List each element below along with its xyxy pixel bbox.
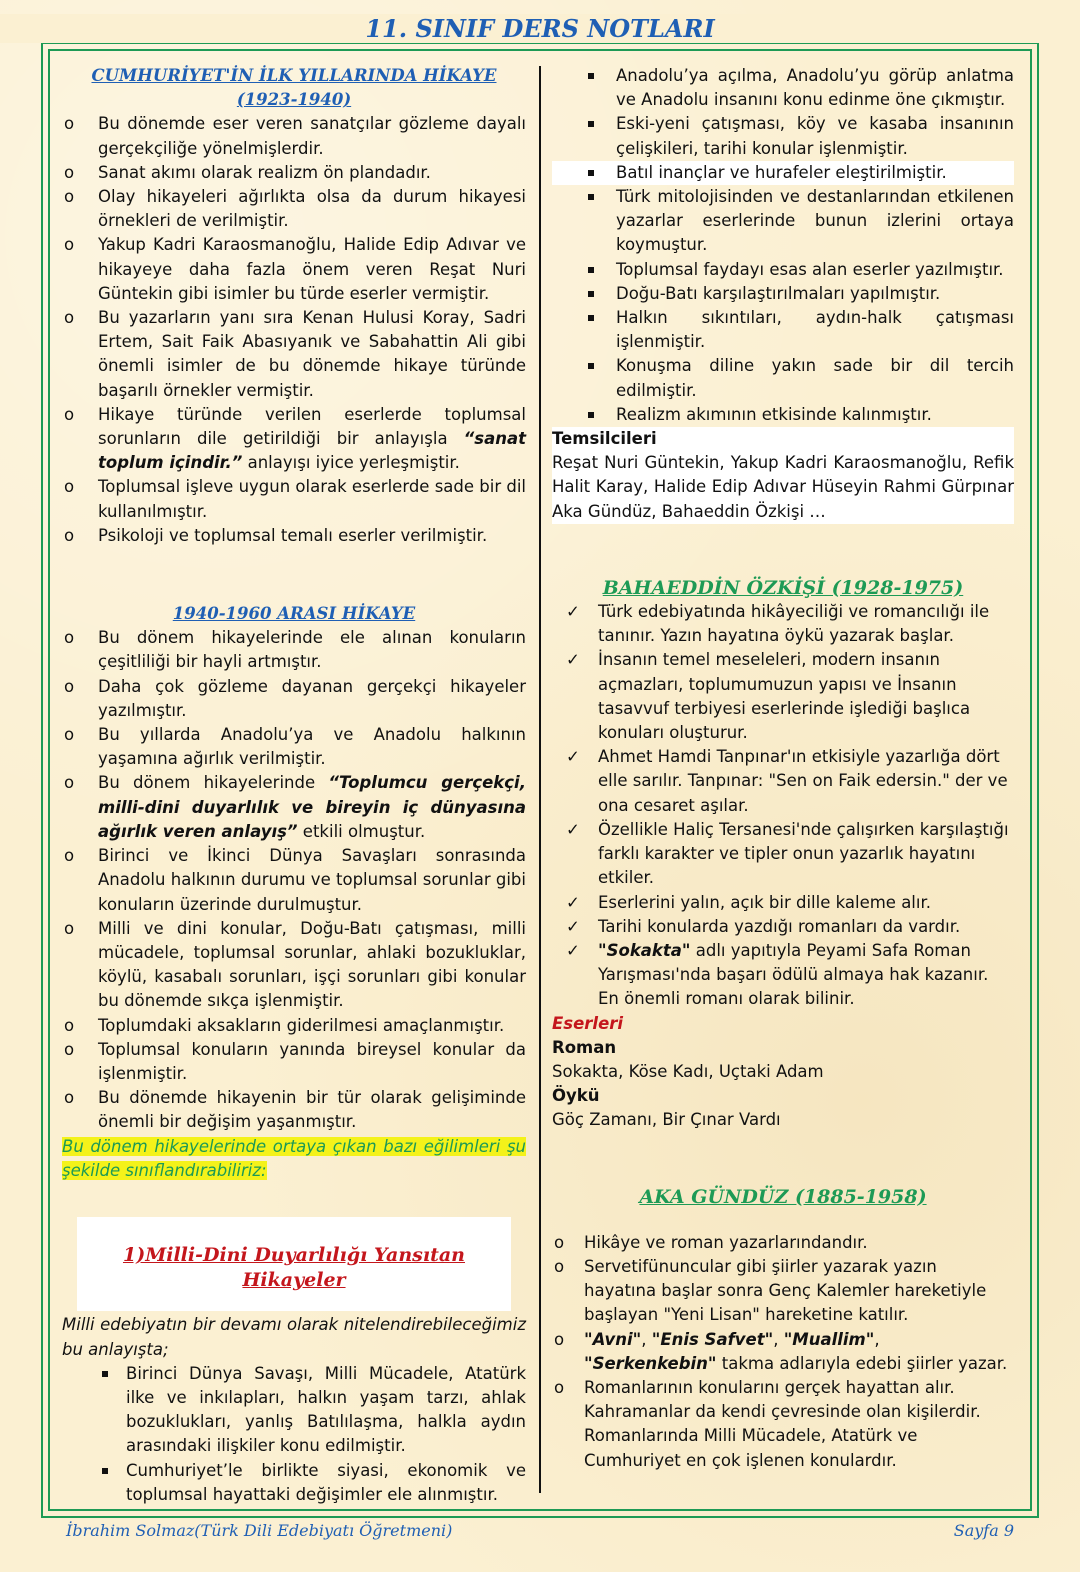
left-column xyxy=(62,64,526,1507)
list-item: Doğu-Batı karşılaştırılmaları yapılmıştır. xyxy=(552,282,1014,306)
list-item: o Bu yıllarda Anadolu’ya ve Anadolu halkının yaşamına ağırlık verilmiştir. xyxy=(62,723,526,771)
highlighted-note: Bu dönem hikayelerinde ortaya çıkan bazı eğilimleri şu şekilde sınıflandırabiliriz: xyxy=(62,1136,526,1180)
subsection-box xyxy=(77,1217,511,1311)
list-item: o Hikaye türünde verilen eserlerde toplumsal sorunların dile getirildiği bir anlayışla “sanat toplum içindir.” anlayışı iyice yerleşmiştir. xyxy=(62,403,526,476)
list-item: o Birinci ve İkinci Dünya Savaşları sonrasında Anadolu halkının durumu ve toplumsal sorunlar gibi konuların üzerinde durulmuştur. xyxy=(62,844,526,917)
list-item: o Bu dönem hikayelerinde “Toplumcu gerçekçi, milli-dini duyarlılık ve bireyin iç dünyasına ağırlık veren anlayış” etkili olmuştur. xyxy=(62,771,526,844)
list-item: o Yakup Kadri Karaosmanoğlu, Halide Edip Adıvar ve hikayeye daha fazla önem veren Reşat Nuri Güntekin gibi isimler bu türde eserler vermiştir. xyxy=(62,233,526,306)
early-republic-list xyxy=(62,112,526,548)
footer-author: İbrahim Solmaz(Türk Dili Edebiyatı Öğretmeni) xyxy=(66,1521,453,1540)
list-item: Türk mitolojisinden ve destanlarından etkilenen yazarlar eserlerinde bunun izlerini ortaya koymuştur. xyxy=(552,185,1014,258)
novel-list: Sokakta, Köse Kadı, Uçtaki Adam xyxy=(552,1061,824,1081)
footer-page-number: Sayfa 9 xyxy=(953,1521,1014,1540)
page-title: 11. SINIF DERS NOTLARI xyxy=(0,14,1080,43)
ozkisi-list xyxy=(552,600,1014,1011)
list-item: ✓ Ahmet Hamdi Tanpınar'ın etkisiyle yazarlığa dört elle sarılır. Tanpınar: "Sen on Faik edersin." der ve ona cesaret aşılar. xyxy=(552,745,1014,818)
list-item: Realizm akımının etkisinde kalınmıştır. xyxy=(552,403,1014,427)
list-item: Batıl inançlar ve hurafeler eleştirilmiştir. xyxy=(552,161,1014,185)
list-item: o Sanat akımı olarak realizm ön plandadır. xyxy=(62,161,526,185)
list-item: ✓ Eserlerini yalın, açık bir dille kaleme alır. xyxy=(552,891,1014,915)
list-item: Eski-yeni çatışması, köy ve kasaba insanının çelişkileri, tarihi konular işlenmiştir. xyxy=(552,112,1014,160)
list-item: ✓ Türk edebiyatında hikâyeciliği ve romancılığı ile tanınır. Yazın hayatına öykü yazarak başlar. xyxy=(552,600,1014,648)
representatives-label: Temsilcileri xyxy=(552,429,657,449)
list-item: o Bu dönemde eser veren sanatçılar gözleme dayalı gerçekçiliğe yönelmişlerdir. xyxy=(62,112,526,160)
list-item: ✓ "Sokakta" adlı yapıtıyla Peyami Safa Roman Yarışması'nda başarı ödülü almaya hak kazanır. En önemli romanı olarak bilinir. xyxy=(552,939,1014,1012)
list-item: o Bu dönemde hikayenin bir tür olarak gelişiminde önemli bir değişim yaşanmıştır. xyxy=(62,1086,526,1134)
subsection-title: 1)Milli-Dini Duyarlılığı Yansıtan Hikayeler xyxy=(122,1243,465,1292)
list-item: o Toplumsal işleve uygun olarak eserlerde sade bir dil kullanılmıştır. xyxy=(62,475,526,523)
list-item: o Toplumdaki aksakların giderilmesi amaçlanmıştır. xyxy=(62,1014,526,1038)
representatives-block xyxy=(552,427,1014,524)
list-item: o Psikoloji ve toplumsal temalı eserler verilmiştir. xyxy=(62,524,526,548)
list-item: o Milli ve dini konular, Doğu-Batı çatışması, milli mücadele, toplumsal sorunlar, ahlaki bozukluklar, köylü, kasabalı sorunları, işçi sorunları gibi konular bu dönemde sıkça işlenmiştir. xyxy=(62,917,526,1014)
novel-label: Roman xyxy=(552,1037,617,1057)
story-label: Öykü xyxy=(552,1086,600,1106)
list-item: o Olay hikayeleri ağırlıkta olsa da durum hikayesi örnekleri de verilmiştir. xyxy=(62,185,526,233)
works-label: Eserleri xyxy=(552,1013,624,1033)
list-item: Anadolu’ya açılma, Anadolu’yu görüp anlatma ve Anadolu insanını konu edinme öne çıkmıştır. xyxy=(552,64,1014,112)
list-item: Toplumsal faydayı esas alan eserler yazılmıştır. xyxy=(552,258,1014,282)
list-item: o Servetifünuncular gibi şiirler yazarak yazın hayatına başlar sonra Genç Kalemler hareketiyle başlayan "Yeni Lisan" hareketine katılır. xyxy=(552,1255,1014,1328)
list-item: o Bu yazarların yanı sıra Kenan Hulusi Koray, Sadri Ertem, Sait Faik Abasıyanık ve Sabahattin Ali gibi önemli isimler de bu dönemde hikaye türünde başarılı örnekler vermiştir. xyxy=(62,306,526,403)
list-item: Birinci Dünya Savaşı, Milli Mücadele, Atatürk ilke ve inkılapları, halkın yaşam tarzı, ahlak bozuklukları, yanlış Batılılaşma, halkla aydın arasındaki ilişkiler konu edilmiştir. xyxy=(62,1362,526,1459)
story-list: Göç Zamanı, Bir Çınar Vardı xyxy=(552,1110,781,1130)
section-title-ozkisi: BAHAEDDİN ÖZKİŞİ (1928-1975) xyxy=(602,576,964,599)
list-item: Konuşma diline yakın sade bir dil tercih edilmiştir. xyxy=(552,354,1014,402)
list-item: o Toplumsal konuların yanında bireysel konular da işlenmiştir. xyxy=(62,1038,526,1086)
aka-gunduz-list xyxy=(552,1231,1014,1473)
list-item: o Romanlarının konularını gerçek hayattan alır. Kahramanlar da kendi çevresinde olan kişilerdir. Romanlarında Milli Mücadele, Atatürk ve Cumhuriyet en çok işlenen konulardır. xyxy=(552,1376,1014,1473)
list-item: ✓ İnsanın temel meseleleri, modern insanın açmazları, toplumumuzun yapısı ve İnsanın tasavvuf terbiyesi eserlerinde işlediği başlıca konuları oluşturur. xyxy=(552,648,1014,745)
representatives-text: Reşat Nuri Güntekin, Yakup Kadri Karaosmanoğlu, Refik Halit Karay, Halide Edip Adıvar Hüseyin Rahmi Gürpınar Aka Gündüz, Bahaeddin Özkişi … xyxy=(552,453,1014,521)
list-item: Cumhuriyet’le birlikte siyasi, ekonomik ve toplumsal hayattaki değişimler ele alınmıştır. xyxy=(62,1459,526,1507)
period-1940-list xyxy=(62,626,526,1134)
list-item: ✓ Özellikle Haliç Tersanesi'nde çalışırken karşılaştığı farklı karakter ve tipler onun yazarlık hayatını etkiler. xyxy=(552,818,1014,891)
list-item: o "Avni", "Enis Safvet", "Muallim", "Serkenkebin" takma adlarıyla edebi şiirler yazar. xyxy=(552,1328,1014,1376)
list-item: Halkın sıkıntıları, aydın-halk çatışması işlenmiştir. xyxy=(552,306,1014,354)
national-religious-list xyxy=(62,1362,526,1507)
section-title-1940-1960: 1940-1960 ARASI HİKAYE xyxy=(172,604,416,624)
list-item: o Bu dönem hikayelerinde ele alınan konuların çeşitliliği bir hayli artmıştır. xyxy=(62,626,526,674)
section-subtitle-years: (1923-1940) xyxy=(236,90,352,110)
list-item: ✓ Tarihi konularda yazdığı romanları da vardır. xyxy=(552,915,1014,939)
list-item: o Hikâye ve roman yazarlarındandır. xyxy=(552,1231,1014,1255)
right-column xyxy=(552,64,1014,1473)
subsection-intro: Milli edebiyatın bir devamı olarak nitelendirebileceğimiz bu anlayışta; xyxy=(62,1315,526,1359)
section-title-early-republic: CUMHURİYET'İN İLK YILLARINDA HİKAYE xyxy=(91,66,497,85)
continued-feature-list xyxy=(552,64,1014,427)
list-item: o Daha çok gözleme dayanan gerçekçi hikayeler yazılmıştır. xyxy=(62,675,526,723)
section-title-aka-gunduz: AKA GÜNDÜZ (1885-1958) xyxy=(639,1185,927,1208)
column-divider xyxy=(539,66,541,1493)
